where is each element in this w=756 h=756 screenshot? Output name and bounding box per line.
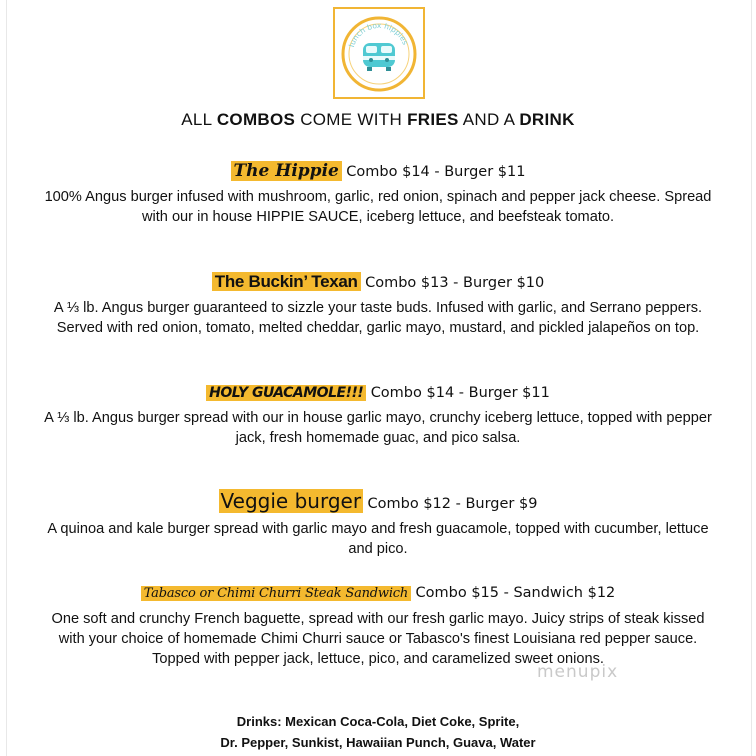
menu-item-hippie (0, 161, 756, 227)
drinks-line-1: Drinks: Mexican Coca-Cola, Diet Coke, Sprite, (236, 714, 520, 729)
item-description: A quinoa and kale burger spread with garlic mayo and fresh guacamole, topped with cucumber, lettuce and pico. (47, 521, 709, 557)
combo-headline: ALL COMBOS COME WITH FRIES AND A DRINK (181, 110, 575, 129)
item-price: Combo $12 - Burger $9 (367, 496, 538, 512)
item-description: A ⅓ lb. Angus burger guaranteed to sizzle your taste buds. Infused with garlic, and Serrano peppers. Served with red onion, tomato, melted cheddar, garlic mayo, mustard, and pickled jalapeños on top. (53, 300, 703, 336)
item-name: Tabasco or Chimi Churri Steak Sandwich (141, 586, 411, 601)
menu-item-holy-guacamole (0, 383, 756, 448)
watermark: menupix (537, 662, 619, 682)
item-description: 100% Angus burger infused with mushroom, garlic, red onion, spinach and pepper jack cheese. Spread with our in house HIPPIE SAUCE, iceberg lettuce, and beefsteak tomato. (44, 189, 712, 225)
item-name: The Hippie (231, 161, 342, 181)
van-icon (335, 9, 423, 97)
item-name: HOLY GUACAMOLE!!! (206, 385, 366, 401)
logo-text: lunch box hippies (347, 20, 411, 49)
menu-item-buckin-texan (0, 272, 756, 338)
logo (333, 7, 425, 99)
item-name: The Buckin’ Texan (212, 272, 361, 291)
item-price: Combo $13 - Burger $10 (365, 275, 545, 291)
drinks-list (0, 711, 756, 753)
item-price: Combo $14 - Burger $11 (370, 385, 550, 401)
item-name: Veggie burger (220, 489, 362, 513)
item-description: One soft and crunchy French baguette, spread with our fresh garlic mayo. Juicy strips of steak kissed with your choice of homemade Chimi Churri sauce or Tabasco's finest Louisiana red pepper sauce. Topped with pepper jack, lettuce, pico, and caramelized sweet onions. (51, 611, 705, 667)
drinks-line-2: Dr. Pepper, Sunkist, Hawaiian Punch, Guava, Water (220, 735, 536, 750)
item-price: Combo $14 - Burger $11 (346, 164, 526, 180)
menu-item-veggie-burger (0, 491, 756, 559)
item-price: Combo $15 - Sandwich $12 (415, 585, 616, 601)
item-description: A ⅓ lb. Angus burger spread with our in house garlic mayo, crunchy iceberg lettuce, topped with pepper jack, fresh homemade guac, and pico salsa. (44, 410, 712, 446)
menu-item-steak-sandwich (0, 583, 756, 669)
